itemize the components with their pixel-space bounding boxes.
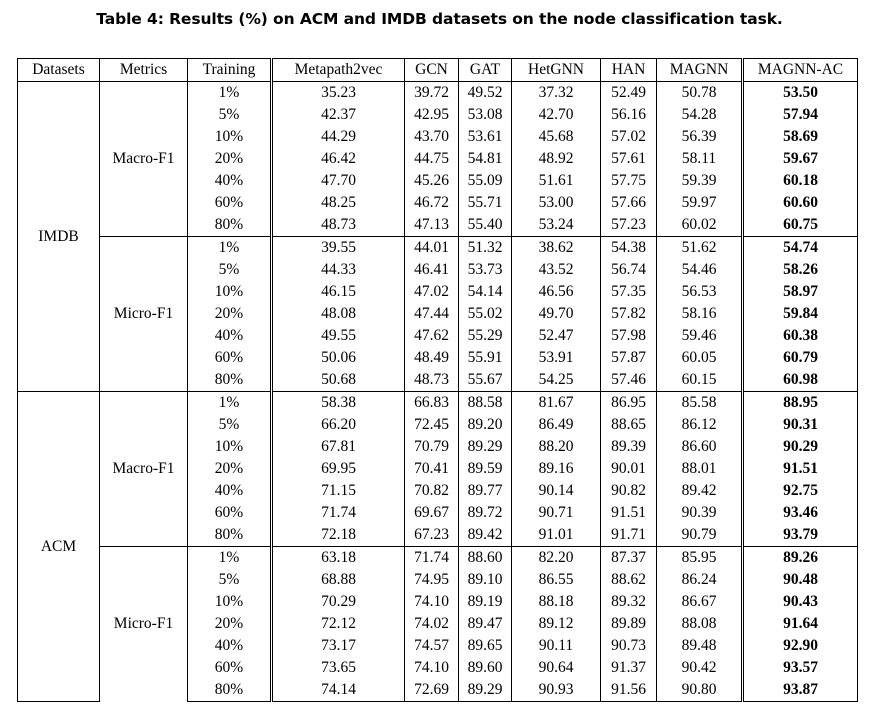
best-score-cell: 53.50 xyxy=(743,82,858,105)
score-cell: 90.11 xyxy=(512,635,601,657)
training-ratio-cell: 1% xyxy=(188,82,272,105)
score-cell: 48.49 xyxy=(405,347,459,369)
score-cell: 55.29 xyxy=(459,325,512,347)
score-cell: 91.37 xyxy=(601,657,657,679)
score-cell: 90.14 xyxy=(512,480,601,502)
training-ratio-cell: 60% xyxy=(188,657,272,679)
score-cell: 56.74 xyxy=(601,259,657,281)
score-cell: 37.32 xyxy=(512,82,601,105)
score-cell: 69.67 xyxy=(405,502,459,524)
training-ratio-cell: 5% xyxy=(188,259,272,281)
best-score-cell: 93.87 xyxy=(743,679,858,702)
score-cell: 70.41 xyxy=(405,458,459,480)
score-cell: 49.55 xyxy=(272,325,405,347)
score-cell: 57.02 xyxy=(601,126,657,148)
score-cell: 48.25 xyxy=(272,192,405,214)
score-cell: 73.65 xyxy=(272,657,405,679)
best-score-cell: 57.94 xyxy=(743,104,858,126)
score-cell: 55.09 xyxy=(459,170,512,192)
metric-label: Micro-F1 xyxy=(100,547,188,702)
best-score-cell: 90.31 xyxy=(743,414,858,436)
score-cell: 74.02 xyxy=(405,613,459,635)
best-score-cell: 59.84 xyxy=(743,303,858,325)
score-cell: 81.67 xyxy=(512,392,601,415)
score-cell: 67.23 xyxy=(405,524,459,547)
score-cell: 59.46 xyxy=(657,325,743,347)
score-cell: 52.47 xyxy=(512,325,601,347)
score-cell: 55.67 xyxy=(459,369,512,392)
score-cell: 88.18 xyxy=(512,591,601,613)
best-score-cell: 54.74 xyxy=(743,237,858,260)
score-cell: 70.82 xyxy=(405,480,459,502)
score-cell: 89.20 xyxy=(459,414,512,436)
score-cell: 57.61 xyxy=(601,148,657,170)
training-ratio-cell: 40% xyxy=(188,480,272,502)
best-score-cell: 60.98 xyxy=(743,369,858,392)
best-score-cell: 59.67 xyxy=(743,148,858,170)
training-ratio-cell: 60% xyxy=(188,347,272,369)
score-cell: 55.02 xyxy=(459,303,512,325)
score-cell: 91.51 xyxy=(601,502,657,524)
header-gcn: GCN xyxy=(405,59,459,82)
metric-label: Macro-F1 xyxy=(100,82,188,237)
best-score-cell: 88.95 xyxy=(743,392,858,415)
score-cell: 89.29 xyxy=(459,679,512,702)
score-cell: 43.70 xyxy=(405,126,459,148)
header-training: Training xyxy=(188,59,272,82)
training-ratio-cell: 60% xyxy=(188,192,272,214)
score-cell: 69.95 xyxy=(272,458,405,480)
score-cell: 47.70 xyxy=(272,170,405,192)
score-cell: 57.23 xyxy=(601,214,657,237)
score-cell: 89.16 xyxy=(512,458,601,480)
score-cell: 90.71 xyxy=(512,502,601,524)
score-cell: 71.74 xyxy=(405,547,459,570)
score-cell: 45.26 xyxy=(405,170,459,192)
score-cell: 48.92 xyxy=(512,148,601,170)
best-score-cell: 58.69 xyxy=(743,126,858,148)
score-cell: 90.82 xyxy=(601,480,657,502)
best-score-cell: 58.97 xyxy=(743,281,858,303)
best-score-cell: 58.26 xyxy=(743,259,858,281)
table-row xyxy=(18,82,858,105)
header-metrics: Metrics xyxy=(100,59,188,82)
score-cell: 48.08 xyxy=(272,303,405,325)
score-cell: 57.87 xyxy=(601,347,657,369)
score-cell: 85.95 xyxy=(657,547,743,570)
best-score-cell: 89.26 xyxy=(743,547,858,570)
score-cell: 70.79 xyxy=(405,436,459,458)
score-cell: 71.74 xyxy=(272,502,405,524)
score-cell: 48.73 xyxy=(272,214,405,237)
score-cell: 89.42 xyxy=(459,524,512,547)
training-ratio-cell: 80% xyxy=(188,524,272,547)
training-ratio-cell: 40% xyxy=(188,325,272,347)
training-ratio-cell: 40% xyxy=(188,170,272,192)
training-ratio-cell: 5% xyxy=(188,104,272,126)
score-cell: 59.39 xyxy=(657,170,743,192)
best-score-cell: 90.48 xyxy=(743,569,858,591)
score-cell: 57.82 xyxy=(601,303,657,325)
score-cell: 53.91 xyxy=(512,347,601,369)
score-cell: 55.91 xyxy=(459,347,512,369)
score-cell: 86.24 xyxy=(657,569,743,591)
dataset-label: IMDB xyxy=(18,82,100,392)
header-datasets: Datasets xyxy=(18,59,100,82)
score-cell: 74.57 xyxy=(405,635,459,657)
score-cell: 89.72 xyxy=(459,502,512,524)
score-cell: 53.61 xyxy=(459,126,512,148)
score-cell: 89.39 xyxy=(601,436,657,458)
score-cell: 82.20 xyxy=(512,547,601,570)
metric-label: Macro-F1 xyxy=(100,392,188,547)
header-han: HAN xyxy=(601,59,657,82)
score-cell: 54.81 xyxy=(459,148,512,170)
training-ratio-cell: 10% xyxy=(188,126,272,148)
score-cell: 89.77 xyxy=(459,480,512,502)
score-cell: 71.15 xyxy=(272,480,405,502)
score-cell: 73.17 xyxy=(272,635,405,657)
score-cell: 51.32 xyxy=(459,237,512,260)
score-cell: 47.13 xyxy=(405,214,459,237)
score-cell: 89.47 xyxy=(459,613,512,635)
score-cell: 47.44 xyxy=(405,303,459,325)
score-cell: 35.23 xyxy=(272,82,405,105)
score-cell: 54.46 xyxy=(657,259,743,281)
best-score-cell: 60.75 xyxy=(743,214,858,237)
score-cell: 90.80 xyxy=(657,679,743,702)
training-ratio-cell: 5% xyxy=(188,414,272,436)
header-gat: GAT xyxy=(459,59,512,82)
score-cell: 53.73 xyxy=(459,259,512,281)
training-ratio-cell: 10% xyxy=(188,591,272,613)
score-cell: 51.62 xyxy=(657,237,743,260)
training-ratio-cell: 20% xyxy=(188,148,272,170)
score-cell: 42.70 xyxy=(512,104,601,126)
score-cell: 90.39 xyxy=(657,502,743,524)
score-cell: 66.20 xyxy=(272,414,405,436)
best-score-cell: 93.79 xyxy=(743,524,858,547)
score-cell: 56.16 xyxy=(601,104,657,126)
score-cell: 51.61 xyxy=(512,170,601,192)
score-cell: 70.29 xyxy=(272,591,405,613)
score-cell: 74.10 xyxy=(405,657,459,679)
score-cell: 60.15 xyxy=(657,369,743,392)
score-cell: 42.95 xyxy=(405,104,459,126)
score-cell: 63.18 xyxy=(272,547,405,570)
score-cell: 44.29 xyxy=(272,126,405,148)
best-score-cell: 60.79 xyxy=(743,347,858,369)
score-cell: 60.05 xyxy=(657,347,743,369)
score-cell: 46.42 xyxy=(272,148,405,170)
header-magnn-ac: MAGNN-AC xyxy=(743,59,858,82)
training-ratio-cell: 1% xyxy=(188,547,272,570)
score-cell: 57.46 xyxy=(601,369,657,392)
score-cell: 90.01 xyxy=(601,458,657,480)
best-score-cell: 92.75 xyxy=(743,480,858,502)
score-cell: 72.69 xyxy=(405,679,459,702)
best-score-cell: 90.43 xyxy=(743,591,858,613)
score-cell: 89.12 xyxy=(512,613,601,635)
score-cell: 87.37 xyxy=(601,547,657,570)
score-cell: 86.55 xyxy=(512,569,601,591)
header-metapath2vec: Metapath2vec xyxy=(272,59,405,82)
score-cell: 53.00 xyxy=(512,192,601,214)
score-cell: 89.65 xyxy=(459,635,512,657)
score-cell: 90.93 xyxy=(512,679,601,702)
best-score-cell: 90.29 xyxy=(743,436,858,458)
metric-label: Micro-F1 xyxy=(100,237,188,392)
training-ratio-cell: 10% xyxy=(188,281,272,303)
training-ratio-cell: 20% xyxy=(188,303,272,325)
score-cell: 89.89 xyxy=(601,613,657,635)
score-cell: 86.67 xyxy=(657,591,743,613)
table-row xyxy=(18,237,858,260)
score-cell: 55.71 xyxy=(459,192,512,214)
score-cell: 42.37 xyxy=(272,104,405,126)
score-cell: 56.39 xyxy=(657,126,743,148)
score-cell: 86.49 xyxy=(512,414,601,436)
score-cell: 44.75 xyxy=(405,148,459,170)
score-cell: 86.12 xyxy=(657,414,743,436)
score-cell: 90.73 xyxy=(601,635,657,657)
score-cell: 45.68 xyxy=(512,126,601,148)
training-ratio-cell: 20% xyxy=(188,458,272,480)
training-ratio-cell: 80% xyxy=(188,369,272,392)
score-cell: 88.60 xyxy=(459,547,512,570)
score-cell: 74.14 xyxy=(272,679,405,702)
score-cell: 86.60 xyxy=(657,436,743,458)
score-cell: 88.01 xyxy=(657,458,743,480)
score-cell: 89.19 xyxy=(459,591,512,613)
score-cell: 50.06 xyxy=(272,347,405,369)
table-row xyxy=(18,392,858,415)
training-ratio-cell: 80% xyxy=(188,214,272,237)
score-cell: 44.01 xyxy=(405,237,459,260)
score-cell: 52.49 xyxy=(601,82,657,105)
score-cell: 74.95 xyxy=(405,569,459,591)
score-cell: 48.73 xyxy=(405,369,459,392)
score-cell: 39.55 xyxy=(272,237,405,260)
score-cell: 91.56 xyxy=(601,679,657,702)
score-cell: 57.66 xyxy=(601,192,657,214)
score-cell: 88.08 xyxy=(657,613,743,635)
score-cell: 46.41 xyxy=(405,259,459,281)
score-cell: 91.71 xyxy=(601,524,657,547)
header-magnn: MAGNN xyxy=(657,59,743,82)
training-ratio-cell: 20% xyxy=(188,613,272,635)
score-cell: 60.02 xyxy=(657,214,743,237)
score-cell: 43.52 xyxy=(512,259,601,281)
score-cell: 90.42 xyxy=(657,657,743,679)
header-hetgnn: HetGNN xyxy=(512,59,601,82)
score-cell: 39.72 xyxy=(405,82,459,105)
header-row xyxy=(18,59,858,82)
score-cell: 53.24 xyxy=(512,214,601,237)
training-ratio-cell: 60% xyxy=(188,502,272,524)
score-cell: 54.25 xyxy=(512,369,601,392)
score-cell: 89.60 xyxy=(459,657,512,679)
score-cell: 57.35 xyxy=(601,281,657,303)
score-cell: 46.15 xyxy=(272,281,405,303)
training-ratio-cell: 40% xyxy=(188,635,272,657)
score-cell: 55.40 xyxy=(459,214,512,237)
score-cell: 46.56 xyxy=(512,281,601,303)
best-score-cell: 92.90 xyxy=(743,635,858,657)
score-cell: 88.65 xyxy=(601,414,657,436)
score-cell: 72.12 xyxy=(272,613,405,635)
score-cell: 53.08 xyxy=(459,104,512,126)
score-cell: 88.58 xyxy=(459,392,512,415)
training-ratio-cell: 10% xyxy=(188,436,272,458)
best-score-cell: 60.60 xyxy=(743,192,858,214)
score-cell: 58.16 xyxy=(657,303,743,325)
score-cell: 58.38 xyxy=(272,392,405,415)
score-cell: 66.83 xyxy=(405,392,459,415)
training-ratio-cell: 5% xyxy=(188,569,272,591)
score-cell: 89.48 xyxy=(657,635,743,657)
score-cell: 72.45 xyxy=(405,414,459,436)
score-cell: 47.02 xyxy=(405,281,459,303)
score-cell: 72.18 xyxy=(272,524,405,547)
table-caption: Table 4: Results (%) on ACM and IMDB datasets on the node classification task. xyxy=(96,10,783,28)
score-cell: 89.32 xyxy=(601,591,657,613)
score-cell: 89.59 xyxy=(459,458,512,480)
score-cell: 54.38 xyxy=(601,237,657,260)
score-cell: 57.75 xyxy=(601,170,657,192)
score-cell: 89.29 xyxy=(459,436,512,458)
training-ratio-cell: 80% xyxy=(188,679,272,702)
score-cell: 46.72 xyxy=(405,192,459,214)
score-cell: 89.42 xyxy=(657,480,743,502)
score-cell: 58.11 xyxy=(657,148,743,170)
table-row xyxy=(18,547,858,570)
score-cell: 67.81 xyxy=(272,436,405,458)
best-score-cell: 93.46 xyxy=(743,502,858,524)
score-cell: 56.53 xyxy=(657,281,743,303)
score-cell: 86.95 xyxy=(601,392,657,415)
score-cell: 54.28 xyxy=(657,104,743,126)
score-cell: 54.14 xyxy=(459,281,512,303)
score-cell: 57.98 xyxy=(601,325,657,347)
best-score-cell: 91.51 xyxy=(743,458,858,480)
score-cell: 74.10 xyxy=(405,591,459,613)
dataset-label: ACM xyxy=(18,392,100,702)
score-cell: 85.58 xyxy=(657,392,743,415)
best-score-cell: 60.38 xyxy=(743,325,858,347)
score-cell: 44.33 xyxy=(272,259,405,281)
training-ratio-cell: 1% xyxy=(188,237,272,260)
score-cell: 49.70 xyxy=(512,303,601,325)
score-cell: 90.64 xyxy=(512,657,601,679)
score-cell: 47.62 xyxy=(405,325,459,347)
score-cell: 89.10 xyxy=(459,569,512,591)
table-body xyxy=(18,82,858,702)
score-cell: 50.68 xyxy=(272,369,405,392)
score-cell: 49.52 xyxy=(459,82,512,105)
score-cell: 90.79 xyxy=(657,524,743,547)
score-cell: 91.01 xyxy=(512,524,601,547)
score-cell: 88.62 xyxy=(601,569,657,591)
best-score-cell: 91.64 xyxy=(743,613,858,635)
score-cell: 59.97 xyxy=(657,192,743,214)
results-table xyxy=(17,58,858,702)
best-score-cell: 93.57 xyxy=(743,657,858,679)
training-ratio-cell: 1% xyxy=(188,392,272,415)
best-score-cell: 60.18 xyxy=(743,170,858,192)
score-cell: 68.88 xyxy=(272,569,405,591)
score-cell: 50.78 xyxy=(657,82,743,105)
score-cell: 38.62 xyxy=(512,237,601,260)
score-cell: 88.20 xyxy=(512,436,601,458)
